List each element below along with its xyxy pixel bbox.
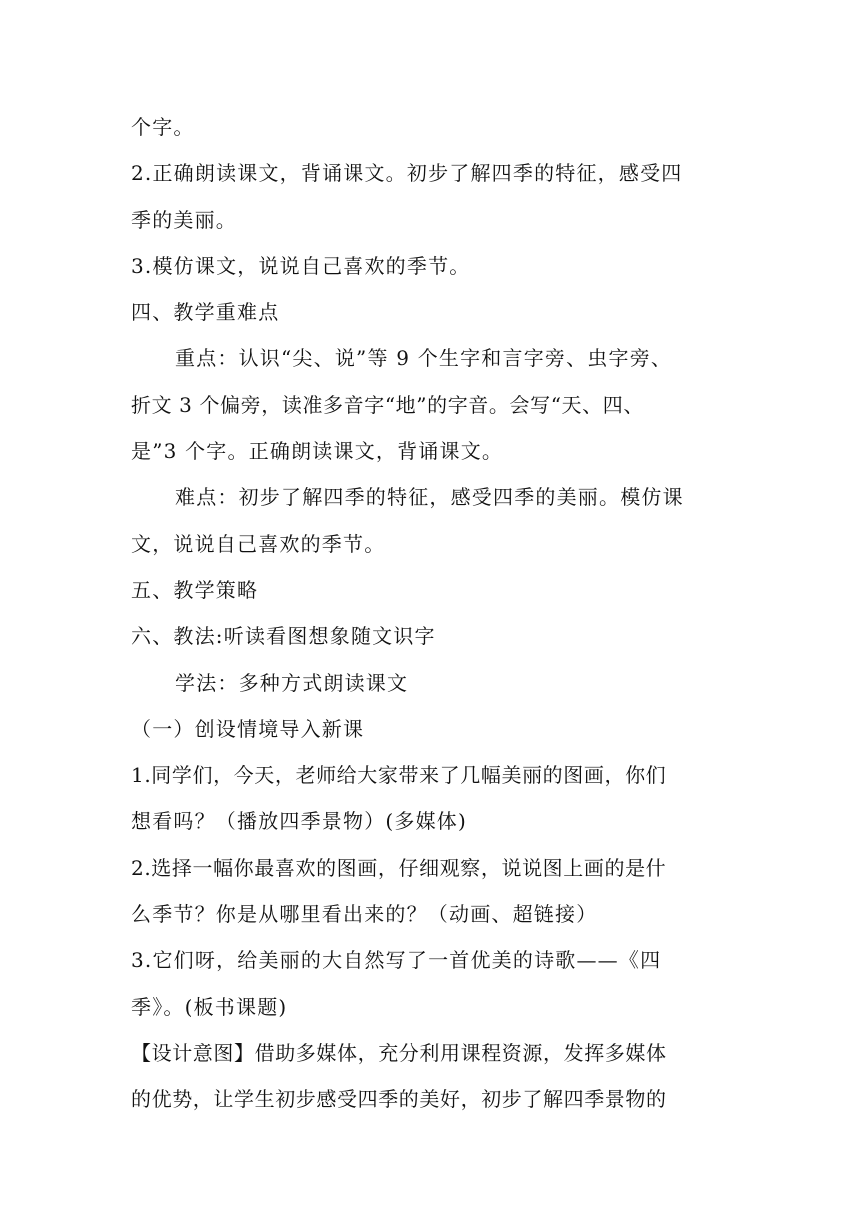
subsection-heading: （一）创设情境导入新课 [131, 716, 365, 741]
paragraph-line: 么季节？你是从哪里看出来的？（动画、超链接） [131, 902, 598, 927]
paragraph-line: 重点：认识“尖、说”等 9 个生字和言字旁、虫字旁、 [175, 346, 673, 371]
document-body [131, 104, 731, 1123]
paragraph-line: 1.同学们，今天，老师给大家带来了几幅美丽的图画，你们 [131, 763, 667, 788]
paragraph-line: 是”3 个字。正确朗读课文，背诵课文。 [131, 439, 504, 464]
section-heading: 四、教学重难点 [131, 300, 280, 325]
paragraph-line: 的优势，让学生初步感受四季的美好，初步了解四季景物的 [131, 1087, 667, 1112]
paragraph-line: 【设计意图】借助多媒体，充分利用课程资源，发挥多媒体 [131, 1040, 667, 1065]
paragraph-line: 2.选择一幅你最喜欢的图画，仔细观察，说说图上画的是什 [131, 855, 667, 880]
paragraph-line: 个字。 [131, 115, 195, 139]
paragraph-line: 学法：多种方式朗读课文 [175, 670, 409, 695]
paragraph-line: 想看吗？（播放四季景物）(多媒体) [131, 809, 468, 834]
paragraph-line: 文，说说自己喜欢的季节。 [131, 531, 386, 556]
paragraph-line: 季的美丽。 [131, 207, 237, 232]
paragraph-line: 3.它们呀，给美丽的大自然写了一首优美的诗歌——《四 [131, 948, 662, 973]
section-heading: 五、教学策略 [131, 577, 259, 602]
paragraph-line: 折文 3 个偏旁，读准多音字“地”的字音。会写“天、四、 [131, 392, 644, 417]
paragraph-line: 季》。(板书课题) [131, 994, 288, 1019]
paragraph-line: 2.正确朗读课文，背诵课文。初步了解四季的特征，感受四 [131, 161, 683, 186]
section-heading: 六、教法:听读看图想象随文识字 [131, 624, 436, 649]
paragraph-line: 难点：初步了解四季的特征，感受四季的美丽。模仿课 [175, 485, 684, 510]
paragraph-line: 3.模仿课文，说说自己喜欢的季节。 [131, 253, 471, 278]
